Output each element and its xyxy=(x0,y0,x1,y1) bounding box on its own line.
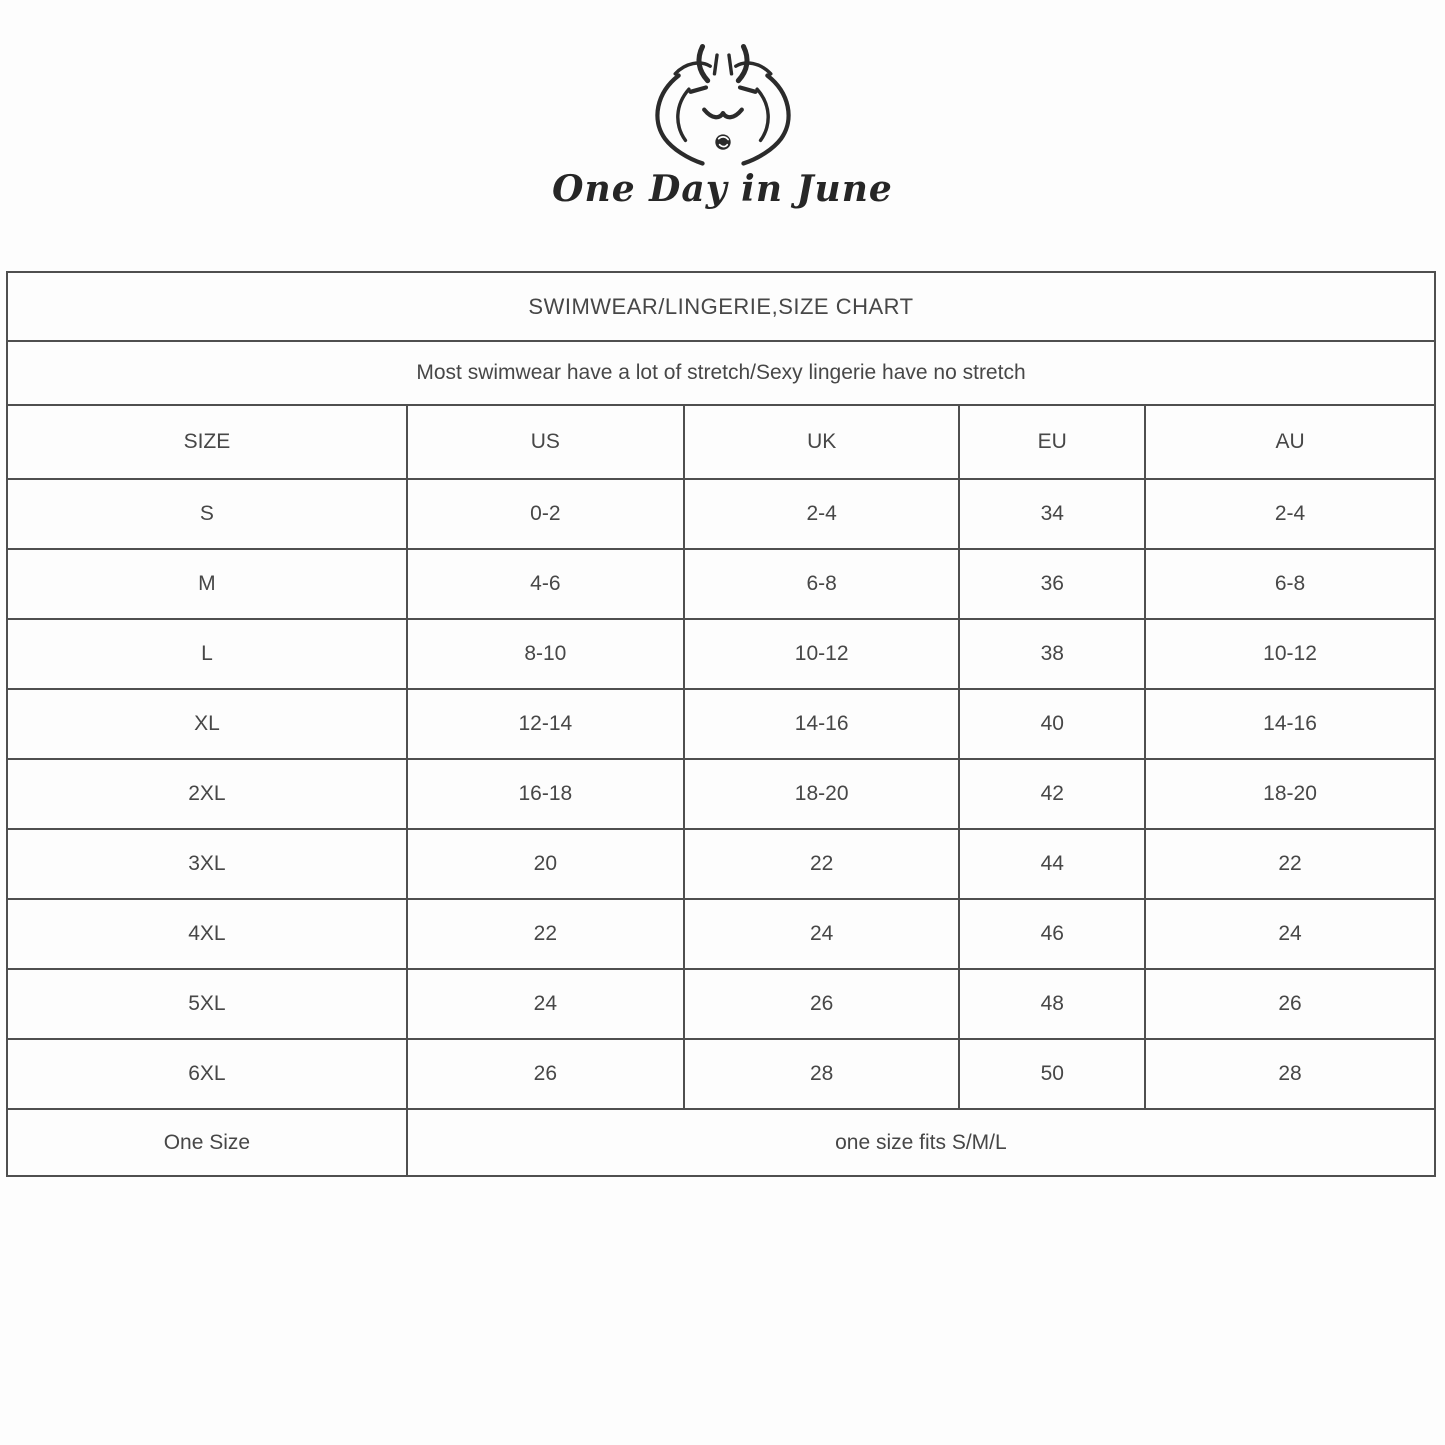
table-row xyxy=(7,829,1435,899)
size-label-cell: S xyxy=(7,479,407,549)
au-value-cell: 22 xyxy=(1145,829,1435,899)
uk-value-cell: 2-4 xyxy=(684,479,960,549)
column-header-au: AU xyxy=(1145,405,1435,479)
column-header-size: SIZE xyxy=(7,405,407,479)
table-row xyxy=(7,619,1435,689)
table-row xyxy=(7,479,1435,549)
table-title-row xyxy=(7,272,1435,341)
us-value-cell: 24 xyxy=(407,969,684,1039)
table-note-row xyxy=(7,341,1435,405)
column-header-eu: EU xyxy=(959,405,1145,479)
us-value-cell: 0-2 xyxy=(407,479,684,549)
uk-value-cell: 26 xyxy=(684,969,960,1039)
size-chart-section xyxy=(6,271,1436,1177)
uk-value-cell: 28 xyxy=(684,1039,960,1109)
size-label-cell: 6XL xyxy=(7,1039,407,1109)
table-row xyxy=(7,689,1435,759)
size-label-cell: L xyxy=(7,619,407,689)
eu-value-cell: 40 xyxy=(959,689,1145,759)
eu-value-cell: 42 xyxy=(959,759,1145,829)
us-value-cell: 16-18 xyxy=(407,759,684,829)
table-header-row xyxy=(7,405,1435,479)
column-header-us: US xyxy=(407,405,684,479)
table-row xyxy=(7,759,1435,829)
size-label-cell: M xyxy=(7,549,407,619)
eu-value-cell: 48 xyxy=(959,969,1145,1039)
one-size-row xyxy=(7,1109,1435,1176)
table-row xyxy=(7,549,1435,619)
uk-value-cell: 22 xyxy=(684,829,960,899)
eu-value-cell: 34 xyxy=(959,479,1145,549)
eu-value-cell: 36 xyxy=(959,549,1145,619)
brand-logo xyxy=(0,38,1445,210)
au-value-cell: 26 xyxy=(1145,969,1435,1039)
one-size-value-cell: one size fits S/M/L xyxy=(407,1109,1435,1176)
lion-face-icon xyxy=(628,38,818,166)
au-value-cell: 24 xyxy=(1145,899,1435,969)
au-value-cell: 10-12 xyxy=(1145,619,1435,689)
us-value-cell: 20 xyxy=(407,829,684,899)
us-value-cell: 8-10 xyxy=(407,619,684,689)
eu-value-cell: 44 xyxy=(959,829,1145,899)
size-label-cell: 5XL xyxy=(7,969,407,1039)
eu-value-cell: 38 xyxy=(959,619,1145,689)
size-label-cell: 3XL xyxy=(7,829,407,899)
au-value-cell: 18-20 xyxy=(1145,759,1435,829)
table-row xyxy=(7,899,1435,969)
one-size-label-cell: One Size xyxy=(7,1109,407,1176)
uk-value-cell: 10-12 xyxy=(684,619,960,689)
eu-value-cell: 50 xyxy=(959,1039,1145,1109)
uk-value-cell: 6-8 xyxy=(684,549,960,619)
table-row xyxy=(7,969,1435,1039)
column-header-uk: UK xyxy=(684,405,960,479)
us-value-cell: 12-14 xyxy=(407,689,684,759)
au-value-cell: 14-16 xyxy=(1145,689,1435,759)
table-row xyxy=(7,1039,1435,1109)
size-label-cell: 2XL xyxy=(7,759,407,829)
uk-value-cell: 24 xyxy=(684,899,960,969)
size-label-cell: 4XL xyxy=(7,899,407,969)
uk-value-cell: 18-20 xyxy=(684,759,960,829)
us-value-cell: 22 xyxy=(407,899,684,969)
us-value-cell: 4-6 xyxy=(407,549,684,619)
au-value-cell: 28 xyxy=(1145,1039,1435,1109)
size-label-cell: XL xyxy=(7,689,407,759)
us-value-cell: 26 xyxy=(407,1039,684,1109)
eu-value-cell: 46 xyxy=(959,899,1145,969)
table-title: SWIMWEAR/LINGERIE,SIZE CHART xyxy=(7,272,1435,341)
uk-value-cell: 14-16 xyxy=(684,689,960,759)
au-value-cell: 2-4 xyxy=(1145,479,1435,549)
stretch-note: Most swimwear have a lot of stretch/Sexy lingerie have no stretch xyxy=(7,341,1435,405)
size-chart-table xyxy=(6,271,1436,1177)
brand-name: One Day in June xyxy=(552,168,893,210)
au-value-cell: 6-8 xyxy=(1145,549,1435,619)
